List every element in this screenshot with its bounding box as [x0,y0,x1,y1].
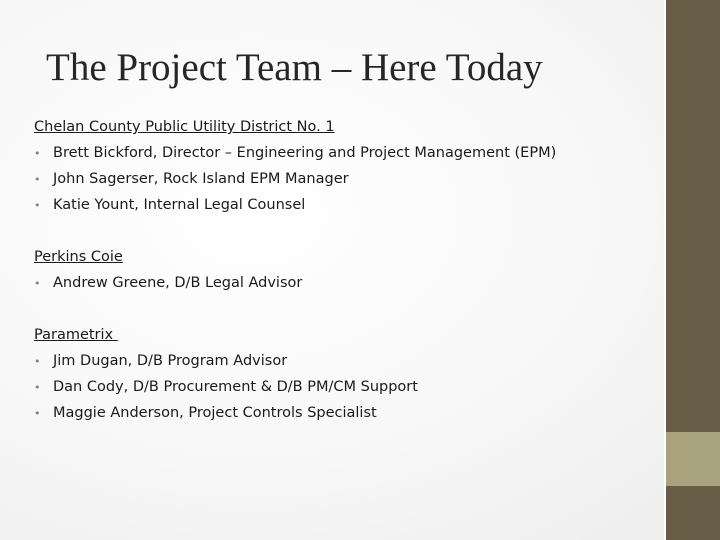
sidebar-accent-block [666,432,720,486]
team-list [34,114,654,452]
list-item [34,374,654,400]
list-item [34,270,654,296]
person-entry: Brett Bickford, Director – Engineering and Project Management (EPM) [53,145,557,161]
bullet-icon: • [34,199,41,212]
bullet-icon: • [34,381,41,394]
org-group-chelan [34,114,654,218]
bullet-icon: • [34,407,41,420]
bullet-icon: • [34,277,41,290]
bullet-icon: • [34,147,41,160]
list-item [34,166,654,192]
person-entry: Andrew Greene, D/B Legal Advisor [53,275,303,291]
bullet-icon: • [34,173,41,186]
list-item [34,140,654,166]
list-item [34,192,654,218]
list-item [34,400,654,426]
org-heading: Parametrix [34,327,118,343]
person-entry: Katie Yount, Internal Legal Counsel [53,197,306,213]
person-entry: John Sagerser, Rock Island EPM Manager [53,171,349,187]
org-heading: Perkins Coie [34,249,123,265]
person-entry: Dan Cody, D/B Procurement & D/B PM/CM Support [53,379,418,395]
org-heading: Chelan County Public Utility District No. 1 [34,119,335,135]
person-entry: Maggie Anderson, Project Controls Specialist [53,405,377,421]
person-entry: Jim Dugan, D/B Program Advisor [53,353,288,369]
bullet-icon: • [34,355,41,368]
org-group-perkins [34,244,654,296]
org-group-parametrix [34,322,654,426]
list-item [34,348,654,374]
slide-title: The Project Team – Here Today [46,46,543,89]
